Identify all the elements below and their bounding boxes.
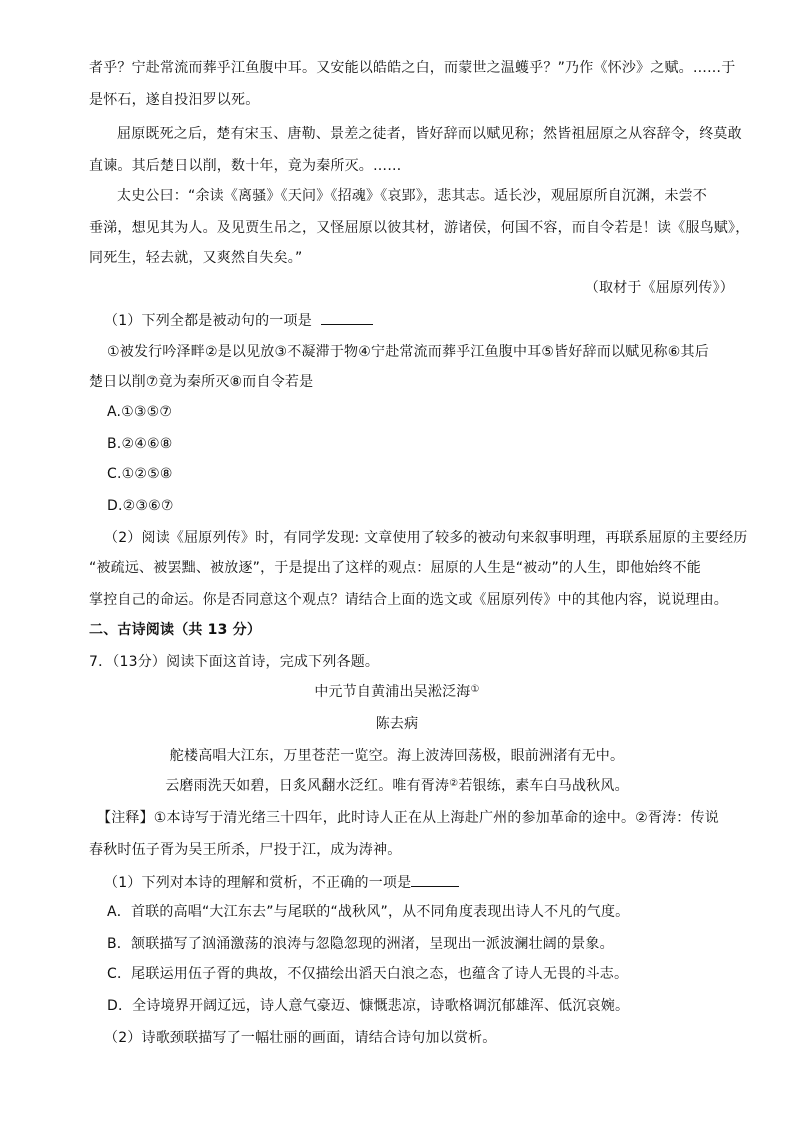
answer-blank	[411, 872, 459, 887]
question-text: （2）阅读《屈原列传》时，有同学发现: 文章使用了较多的被动句来叙事明理，再联系屈原的主要经历	[104, 530, 748, 546]
question-stem-text: （1）下列对本诗的理解和赏析，不正确的一项是	[104, 875, 412, 891]
passage-line: 屈原既死之后，楚有宋玉、唐勒、景差之徒者，皆好辞而以赋见称；然皆祖屈原之从容辞令，终莫敢	[117, 126, 742, 142]
answer-blank	[321, 310, 373, 325]
poem-notes: 【注释】①本诗写于清光绪三十四年，此时诗人正在从上海赴广州的参加革命的途中。②胥涛：传说	[97, 810, 719, 826]
poem-verse-text: 云磨雨洗天如碧，日炙风翻水泛红。唯有胥涛	[165, 778, 450, 794]
passage-line: 者乎？宁赴常流而葬乎江鱼腹中耳。又安能以皓皓之白，而蒙世之温蠖乎？”乃作《怀沙》之赋。……于	[89, 60, 736, 76]
question-text: “被疏远、被罢黜、被放逐”，于是提出了这样的观点：屈原的人生是“被动”的人生，即他始终不能	[89, 560, 702, 576]
passage-line: 直谏。其后楚日以削，数十年，竟为秦所灭。……	[89, 158, 402, 174]
poem-title-text: 中元节自黄浦出吴淞泛海	[314, 684, 471, 700]
poem-verse: 舵楼高唱大江东，万里苍茫一览空。海上波涛回荡极，眼前洲渚有无中。	[169, 748, 625, 764]
option-c: C.①②⑤⑧	[107, 466, 173, 482]
question-items: ①被发行吟泽畔②是以见放③不凝滞于物④宁赴常流而葬乎江鱼腹中耳⑤皆好辞而以赋见称⑥其后	[107, 344, 709, 360]
poem-notes: 春秋时伍子胥为吴王所杀，尸投于江，成为涛神。	[89, 842, 402, 858]
poem-verse	[0, 776, 794, 796]
question-text: 掌控自己的命运。你是否同意这个观点？请结合上面的选文或《屈原列传》中的其他内容，说说理由。	[89, 592, 728, 608]
passage-line: 是怀石，遂自投汨罗以死。	[89, 92, 260, 108]
passage-line: 同死生，轻去就，又爽然自失矣。”	[89, 250, 303, 266]
passage-line: 垂涕，想见其为人。及见贾生吊之，又怪屈原以彼其材，游诸侯，何国不容，而自令若是！读《服鸟赋》，	[89, 220, 750, 236]
option-a: A.①③⑤⑦	[107, 404, 173, 420]
question-stem	[104, 872, 459, 893]
option-b: B．颔联描写了汹涌激荡的浪涛与忽隐忽现的洲渚，呈现出一派波澜壮阔的景象。	[107, 936, 614, 952]
option-c: C．尾联运用伍子胥的典故，不仅描绘出滔天白浪之态，也蕴含了诗人无畏的斗志。	[107, 966, 629, 982]
poem-author: 陈去病	[375, 716, 419, 732]
question-items: 楚日以削⑦竟为秦所灭⑧而自令若是	[89, 374, 314, 390]
option-d: D.②③⑥⑦	[107, 498, 174, 514]
passage-line: 太史公曰：“余读《离骚》《天问》《招魂》《哀郢》，悲其志。适长沙，观屈原所自沉渊，未尝不	[117, 188, 708, 204]
question-intro: 7．（13分）阅读下面这首诗，完成下列各题。	[89, 654, 380, 670]
section-heading: 二、古诗阅读（共 13 分）	[89, 622, 262, 638]
question-text: （2）诗歌颈联描写了一幅壮丽的画面，请结合诗句加以赏析。	[104, 1030, 497, 1046]
footnote-marker: ①	[470, 684, 480, 695]
question-stem	[104, 310, 373, 331]
footnote-marker: ②	[449, 778, 459, 789]
question-stem-text: （1）下列全都是被动句的一项是	[104, 313, 312, 329]
passage-source: （取材于《屈原列传》）	[584, 280, 734, 296]
poem-title	[0, 682, 794, 702]
option-b: B.②④⑥⑧	[107, 436, 173, 452]
option-a: A．首联的高唱“大江东去”与尾联的“战秋风”，从不同角度表现出诗人不凡的气度。	[107, 904, 630, 920]
option-d: D．全诗境界开阔辽远，诗人意气豪迈、慷慨悲凉，诗歌格调沉郁雄浑、低沉哀婉。	[107, 998, 630, 1014]
poem-verse-text: 若银练，素车白马战秋风。	[458, 778, 629, 794]
